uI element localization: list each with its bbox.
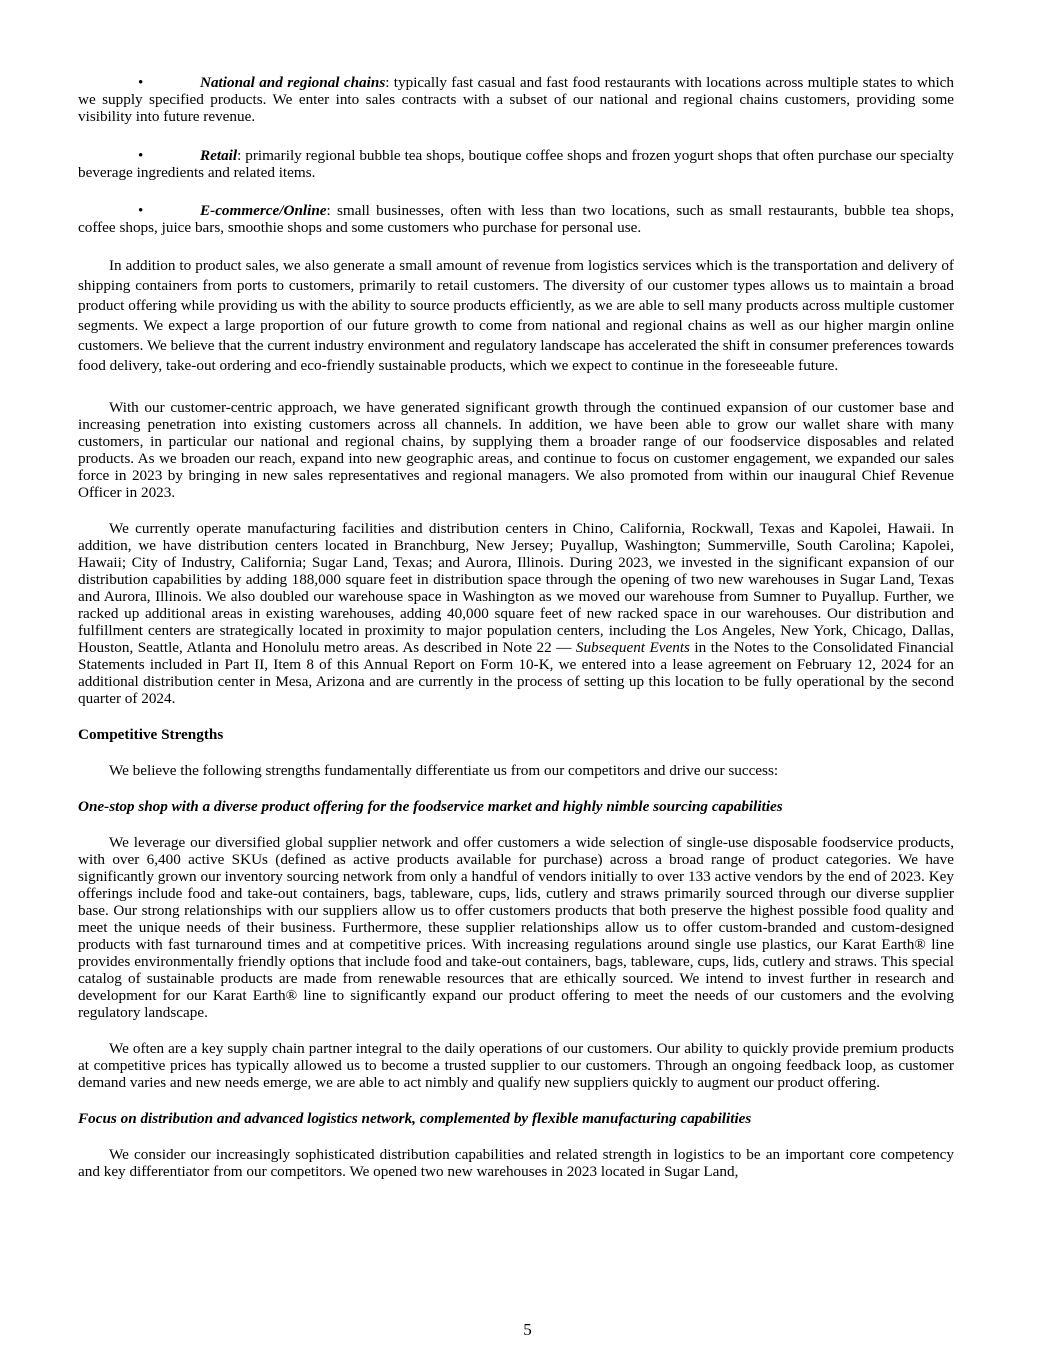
bullet-icon: • (138, 74, 144, 91)
facilities-text-before: We currently operate manufacturing facilities and distribution centers in Chino, California, Rockwall, Texas and Kapolei, Hawaii. In addition, we have distribution centers located in Branchburg, New Jersey; Puyallup, Washington; Summerville, South Carolina; Kapolei, Hawaii; City of Industry, California; Sugar Land, Texas; and Aurora, Illinois. During 2023, we invested in the significant expansion of our distribution capabilities by adding 188,000 square feet in distribution space through the opening of two new warehouses in Sugar Land, Texas and Aurora, Illinois. We also doubled our warehouse space in Washington as we moved our warehouse from Sumner to Puyallup. Further, we racked up additional areas in existing warehouses, adding 40,000 square feet of new racked space in our warehouses. Our distribution and fulfillment centers are strategically located in proximity to major population centers, including the Los Angeles, New York, Chicago, Dallas, Houston, Seattle, Atlanta and Honolulu metro areas. As described in Note 22 — (78, 520, 954, 656)
facilities-text-after: in the Notes to the Consolidated Financial Statements included in Part II, Item 8 of this Annual Report on Form 10-K, we entered into a lease agreement on February 12, 2024 for an additional distribution center in Mesa, Arizona and are currently in the process of setting up this location to be fully operational by the second quarter of 2024. (78, 639, 954, 707)
page-number: 5 (523, 1320, 532, 1339)
paragraph-facilities (78, 520, 954, 707)
subheading-one-stop-shop: One-stop shop with a diverse product offering for the foodservice market and highly nimble sourcing capabilities (78, 798, 783, 815)
paragraph-distribution-competency: We consider our increasingly sophisticated distribution capabilities and related strength in logistics to be an important core competency and key differentiator from our competitors. We opened two new warehouses in 2023 located in Sugar Land, (78, 1146, 954, 1180)
paragraph-logistics-services: In addition to product sales, we also generate a small amount of revenue from logistics services which is the transportation and delivery of shipping containers from ports to customers, primarily to retail customers. The diversity of our customer types allows us to maintain a broad product offering while providing us with the ability to source products efficiently, as we are able to sell many products across multiple customer segments. We expect a large proportion of our future growth to come from national and regional chains as well as our higher margin online customers. We believe that the current industry environment and regulatory landscape has accelerated the shift in consumer preferences towards food delivery, take-out ordering and eco-friendly sustainable products, which we expect to continue in the foreseeable future. (78, 257, 954, 374)
bullet-term: National and regional chains (200, 74, 386, 91)
subheading-distribution-focus: Focus on distribution and advanced logistics network, complemented by flexible manufacturing capabilities (78, 1110, 752, 1127)
bullet-icon: • (138, 202, 144, 219)
bullet-term: E-commerce/Online (200, 202, 327, 219)
paragraph-strengths-intro: We believe the following strengths fundamentally differentiate us from our competitors and drive our success: (109, 762, 779, 779)
facilities-note-title: Subsequent Events (575, 639, 690, 656)
document-page (78, 74, 954, 1180)
bullet-text: : typically fast casual and fast food restaurants with locations across multiple states to which we supply specified products. We enter into sales contracts with a subset of our national and regional chains customers, providing some visibility into future revenue. (78, 74, 954, 125)
bullet-icon: • (138, 147, 144, 164)
bullet-text: : small businesses, often with less than two locations, such as small restaurants, bubble tea shops, coffee shops, juice bars, smoothie shops and some customers who purchase for personal use. (78, 202, 954, 236)
bullet-retail (78, 147, 954, 181)
section-heading-competitive-strengths: Competitive Strengths (78, 726, 224, 743)
bullet-text: : primarily regional bubble tea shops, boutique coffee shops and frozen yogurt shops that often purchase our specialty beverage ingredients and related items. (78, 147, 954, 181)
paragraph-supply-chain-partner: We often are a key supply chain partner integral to the daily operations of our customers. Our ability to quickly provide premium products at competitive prices has typically allowed us to become a trusted supplier to our customers. Through an ongoing feedback loop, as customer demand varies and new needs emerge, we are able to act nimbly and qualify new suppliers quickly to augment our product offering. (78, 1040, 954, 1091)
bullet-ecommerce-online (78, 202, 954, 236)
bullet-national-regional-chains (78, 74, 954, 125)
bullet-term: Retail (200, 147, 238, 164)
paragraph-diversified-network: We leverage our diversified global supplier network and offer customers a wide selection of single-use disposable foodservice products, with over 6,400 active SKUs (defined as active products available for purchase) across a broad range of product categories. We have significantly grown our inventory sourcing network from only a handful of vendors initially to over 133 active vendors by the end of 2023. Key offerings include food and take-out containers, bags, tableware, cups, lids, cutlery and straws primarily sourced through our diverse supplier base. Our strong relationships with our suppliers allow us to offer customers products that both preserve the highest possible food quality and meet the unique needs of their business. Furthermore, these supplier relationships allow us to offer custom-branded and custom-designed products with fast turnaround times and at competitive prices. With increasing regulations around single use plastics, our Karat Earth® line provides environmentally friendly options that include food and take-out containers, bags, tableware, cups, lids, cutlery and straws. This special catalog of sustainable products are made from renewable resources that are ethically sourced. We intend to invest further in research and development for our Karat Earth® line to significantly expand our product offering to meet the needs of our customers and the evolving regulatory landscape. (78, 834, 954, 1021)
paragraph-customer-centric: With our customer-centric approach, we have generated significant growth through the continued expansion of our customer base and increasing penetration into existing customers across all channels. In addition, we have been able to grow our wallet share with many customers, in particular our national and regional chains, by supplying them a broader range of our foodservice disposables and related products. As we broaden our reach, expand into new geographic areas, and continue to focus on customer engagement, we expanded our sales force in 2023 by bringing in new sales representatives and regional managers. We also promoted from within our inaugural Chief Revenue Officer in 2023. (78, 399, 954, 501)
